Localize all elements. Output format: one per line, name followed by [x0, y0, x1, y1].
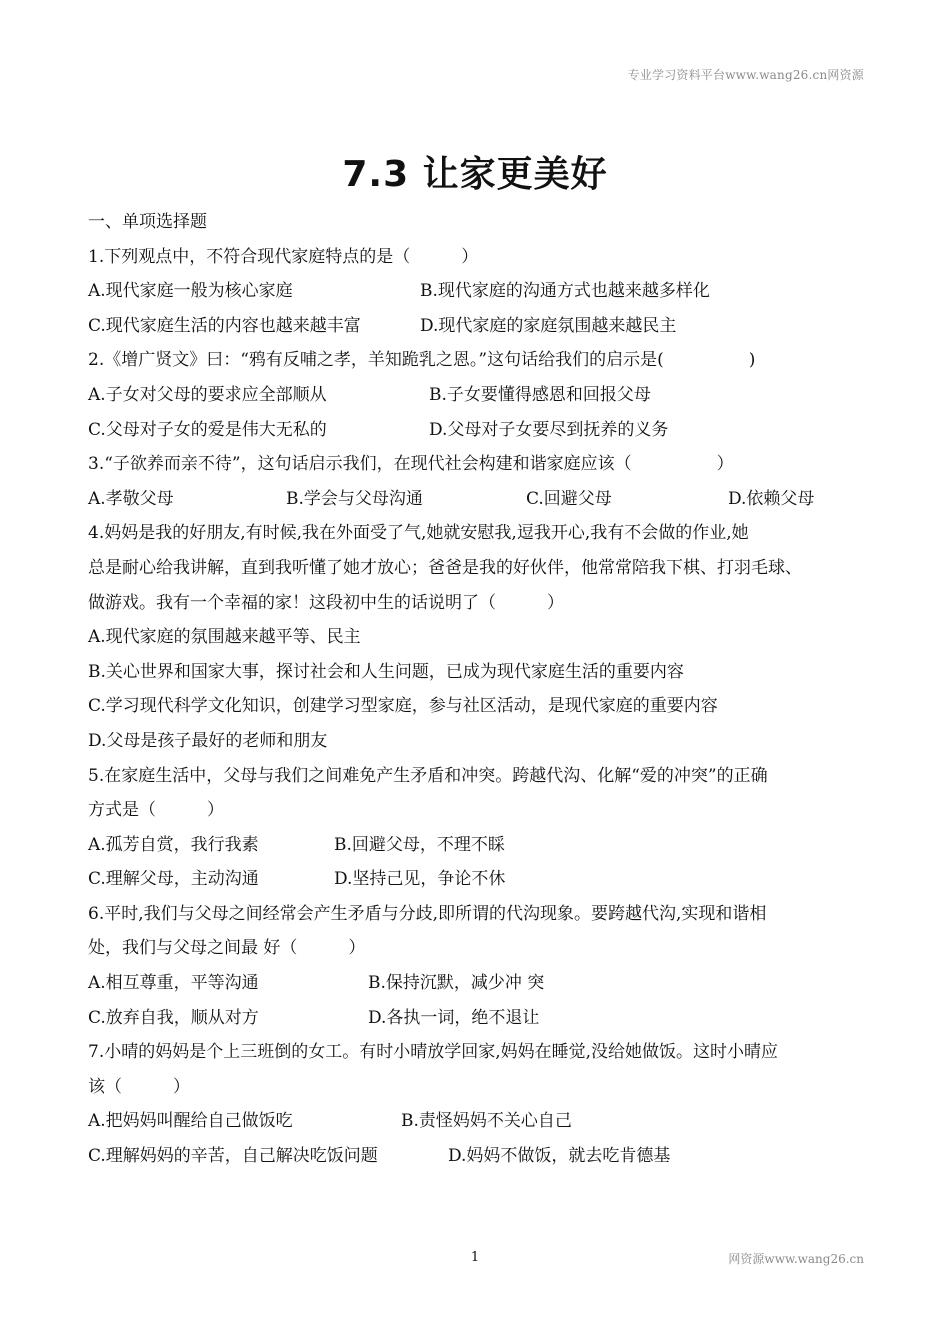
question-7-options-row	[88, 1104, 870, 1139]
question-7-stem-line: 该（ ）	[88, 1076, 190, 1097]
question-1-stem: 1.下列观点中，不符合现代家庭特点的是（ ）	[88, 246, 479, 267]
question-list	[88, 205, 870, 1174]
question-4-stem-line: 总是耐心给我讲解，直到我听懂了她才放心；爸爸是我的好伙伴，他常常陪我下棋、打羽毛球、	[88, 557, 802, 578]
option-c[interactable]: C.学习现代科学文化知识，创建学习型家庭，参与社区活动，是现代家庭的重要内容	[88, 696, 718, 717]
question-6-stem-line: 处，我们与父母之间最 好（ ）	[88, 938, 366, 959]
section-heading: 一、单项选择题	[88, 212, 207, 232]
option-c[interactable]: C.父母对子女的爱是伟大无私的	[88, 419, 327, 440]
option-c[interactable]: C.理解父母，主动沟通	[88, 869, 259, 890]
question-4-stem-line: 4.妈妈是我的好朋友,有时候,我在外面受了气,她就安慰我,逗我开心,我有不会做的作业,她	[88, 523, 749, 544]
question-2-options-row	[88, 413, 870, 448]
option-d[interactable]: D.各执一词，绝不退让	[368, 1007, 540, 1028]
question-3-options-row	[88, 482, 870, 517]
question-2-stem: 2.《增广贤文》曰：“鸦有反哺之孝，羊知跪乳之恩。”这句话给我们的启示是( )	[88, 350, 756, 371]
option-d[interactable]: D.父母对子女要尽到抚养的义务	[429, 419, 669, 440]
option-c[interactable]: C.现代家庭生活的内容也越来越丰富	[88, 315, 361, 336]
option-a[interactable]: A.现代家庭一般为核心家庭	[88, 281, 293, 302]
option-b[interactable]: B.现代家庭的沟通方式也越来越多样化	[420, 281, 710, 302]
footer-watermark: 网资源www.wang26.cn	[728, 1252, 864, 1266]
option-a[interactable]: A.子女对父母的要求应全部顺从	[88, 384, 327, 405]
page-title: 7.3 让家更美好	[342, 154, 608, 195]
option-d[interactable]: D.依赖父母	[728, 488, 815, 509]
option-b[interactable]: B.子女要懂得感恩和回报父母	[429, 384, 651, 405]
option-b[interactable]: B.学会与父母沟通	[286, 488, 423, 509]
question-7-options-row	[88, 1139, 870, 1174]
question-6-options-row	[88, 966, 870, 1001]
question-6-options-row	[88, 1001, 870, 1036]
option-b[interactable]: B.责怪妈妈不关心自己	[401, 1111, 572, 1132]
question-2-options-row	[88, 378, 870, 413]
option-d[interactable]: D.父母是孩子最好的老师和朋友	[88, 730, 328, 751]
option-c[interactable]: C.理解妈妈的辛苦，自己解决吃饭问题	[88, 1146, 378, 1167]
question-1-options-row	[88, 274, 870, 309]
header-watermark: 专业学习资料平台www.wang26.cn网资源	[627, 68, 864, 82]
page-number: 1	[470, 1250, 480, 1265]
option-c[interactable]: C.放弃自我，顺从对方	[88, 1007, 259, 1028]
option-a[interactable]: A.现代家庭的氛围越来越平等、民主	[88, 627, 361, 648]
option-b[interactable]: B.保持沉默，减少冲 突	[368, 973, 545, 994]
option-a[interactable]: A.相互尊重，平等沟通	[88, 973, 259, 994]
option-a[interactable]: A.孝敬父母	[88, 488, 174, 509]
question-3-stem: 3.“子欲养而亲不待”，这句话启示我们，在现代社会构建和谐家庭应该（ ）	[88, 454, 734, 475]
option-d[interactable]: D.妈妈不做饭，就去吃肯德基	[448, 1146, 671, 1167]
option-a[interactable]: A.把妈妈叫醒给自己做饭吃	[88, 1111, 293, 1132]
option-b[interactable]: B.关心世界和国家大事，探讨社会和人生问题，已成为现代家庭生活的重要内容	[88, 661, 684, 682]
option-b[interactable]: B.回避父母，不理不睬	[334, 834, 505, 855]
question-5-options-row	[88, 828, 870, 863]
question-6-stem-line: 6.平时,我们与父母之间经常会产生矛盾与分歧,即所谓的代沟现象。要跨越代沟,实现和谐相	[88, 903, 767, 924]
question-5-options-row	[88, 862, 870, 897]
option-c[interactable]: C.回避父母	[526, 488, 612, 509]
option-d[interactable]: D.坚持己见，争论不休	[334, 869, 506, 890]
option-a[interactable]: A.孤芳自赏，我行我素	[88, 834, 259, 855]
question-5-stem-line: 5.在家庭生活中，父母与我们之间难免产生矛盾和冲突。跨越代沟、化解“爱的冲突”的正确	[88, 765, 768, 786]
question-4-stem-line: 做游戏。我有一个幸福的家！这段初中生的话说明了（ ）	[88, 592, 564, 613]
question-1-options-row	[88, 309, 870, 344]
question-5-stem-line: 方式是（ ）	[88, 800, 224, 821]
question-7-stem-line: 7.小晴的妈妈是个上三班倒的女工。有时小晴放学回家,妈妈在睡觉,没给她做饭。这时小晴应	[88, 1042, 779, 1063]
option-d[interactable]: D.现代家庭的家庭氛围越来越民主	[420, 315, 677, 336]
